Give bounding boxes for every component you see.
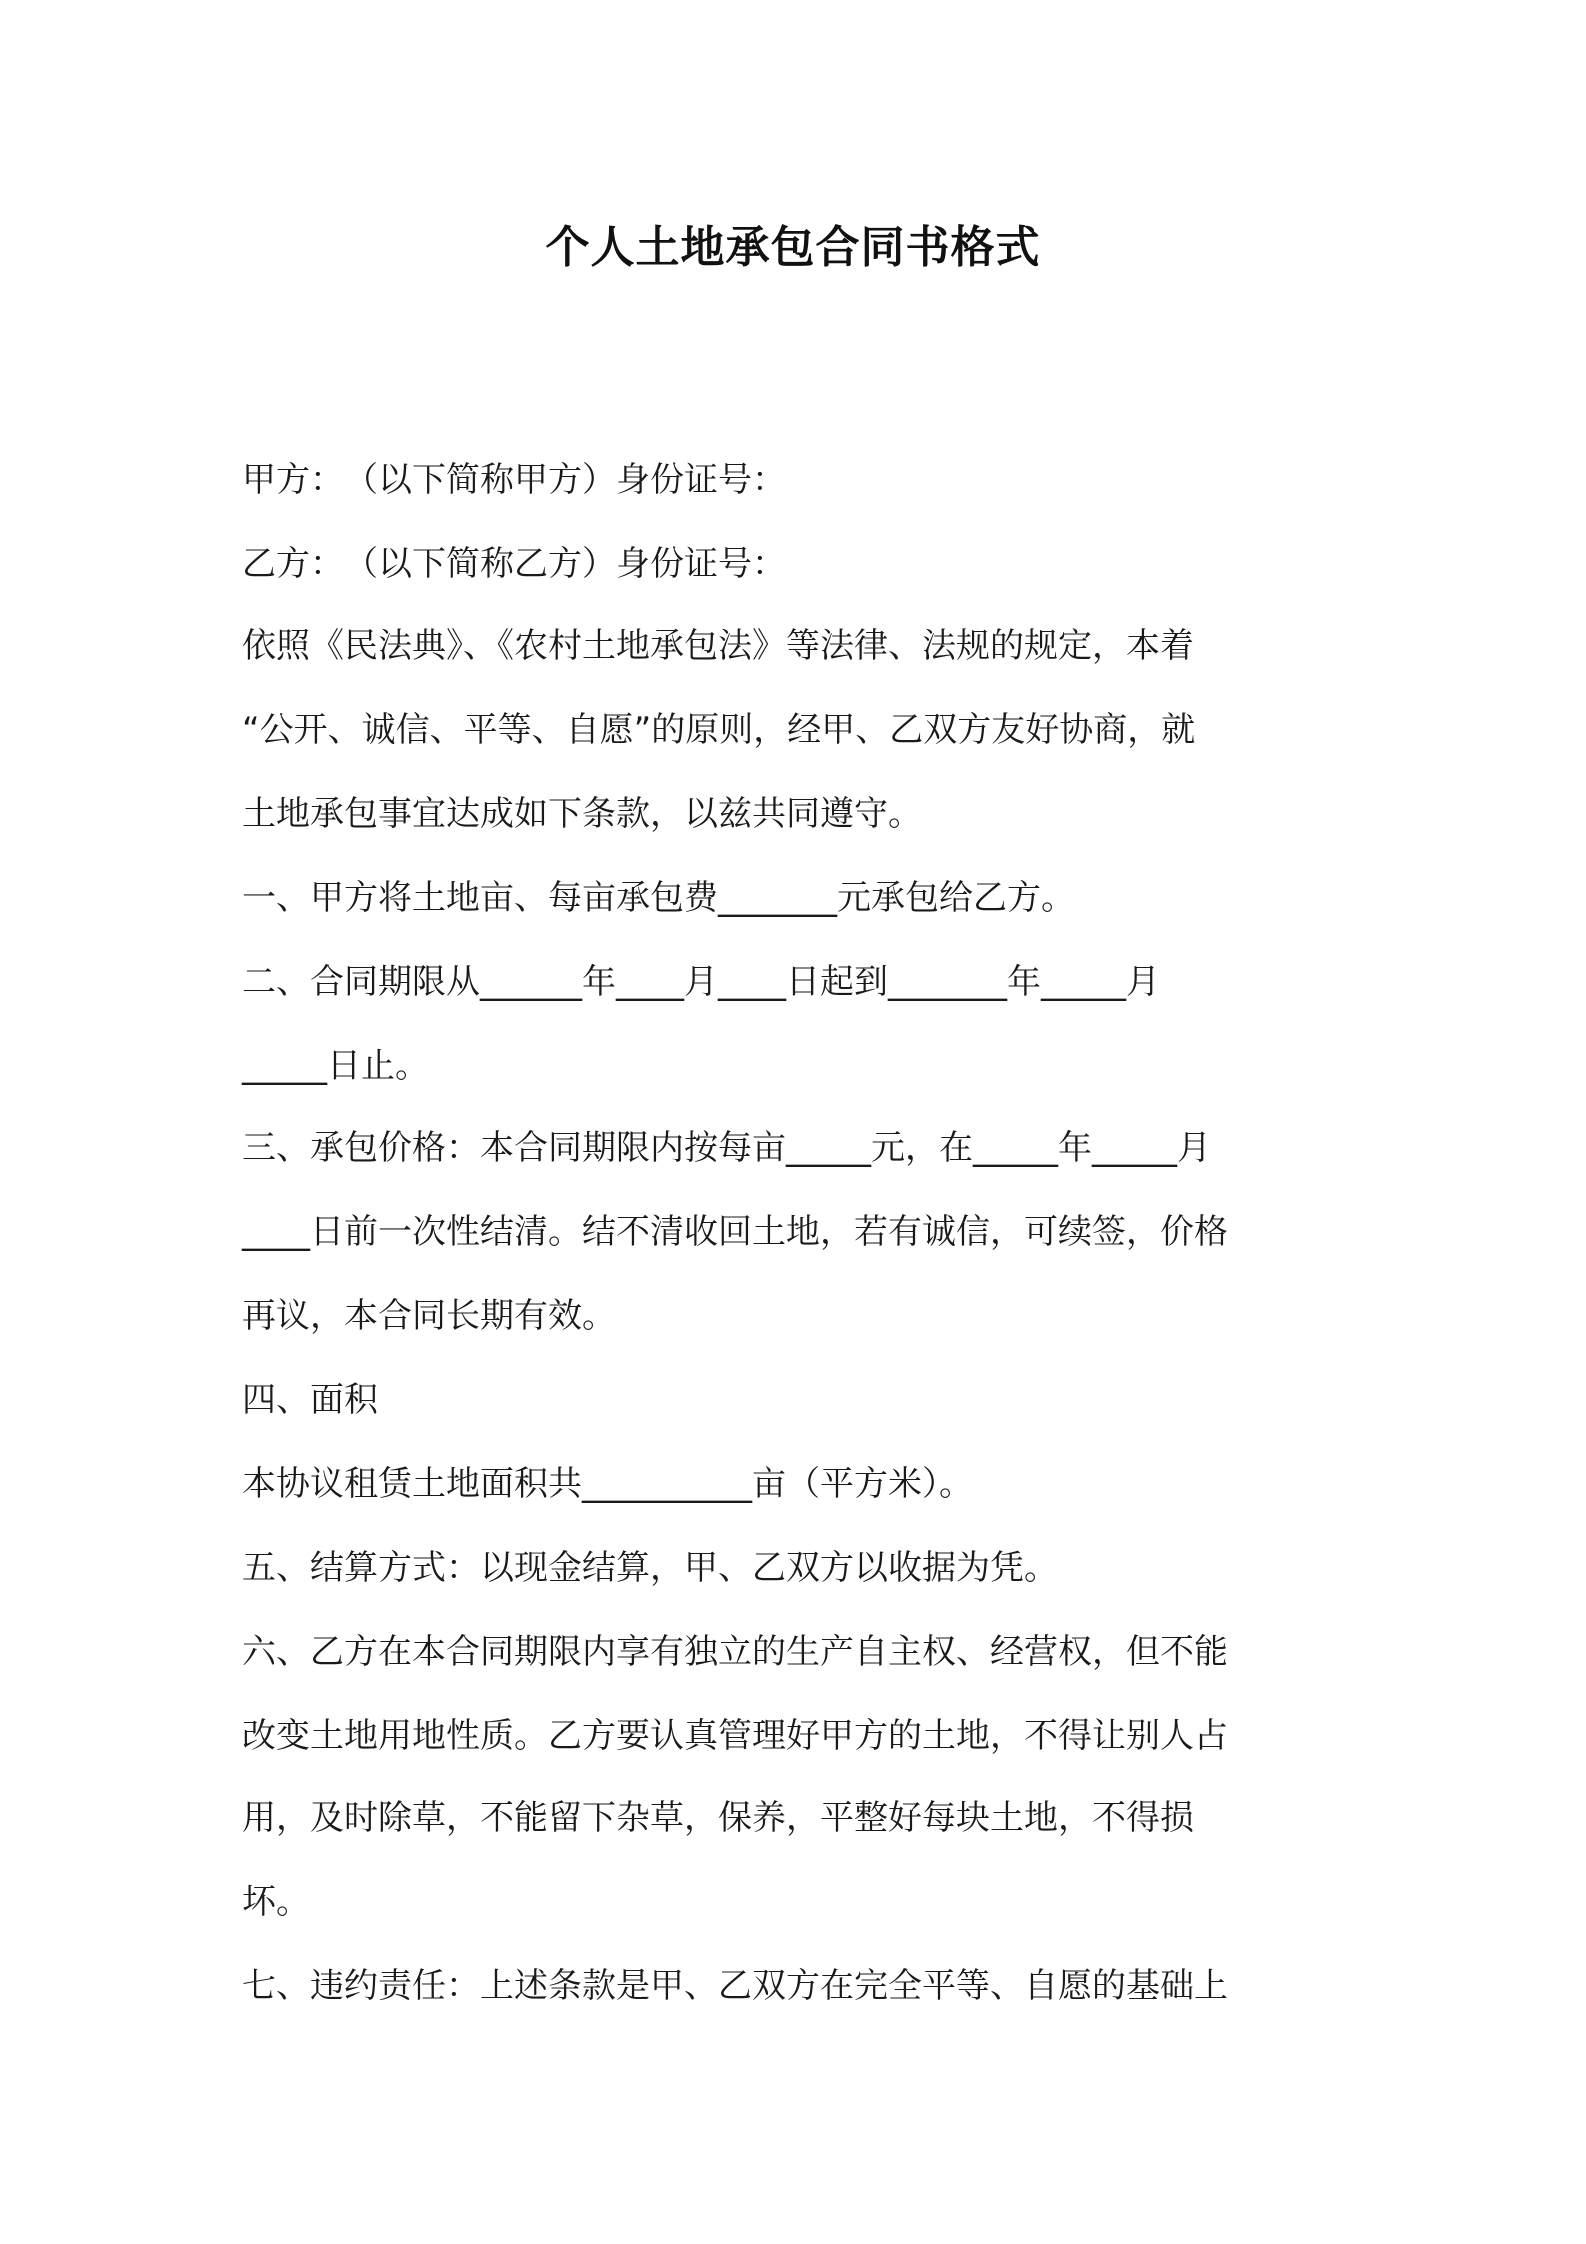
clause-5-line: 五、结算方式：以现金结算，甲、乙双方以收据为凭。 (242, 1548, 1058, 1588)
clause-6-line-3: 用，及时除草，不能留下杂草，保养，平整好每块土地，不得损 (242, 1798, 1194, 1838)
preamble-line-3: 土地承包事宜达成如下条款，以兹共同遵守。 (242, 794, 922, 834)
clause-3-line-3: 再议，本合同长期有效。 (242, 1296, 616, 1336)
preamble-line-1: 依照《民法典》、《农村土地承包法》等法律、法规的规定，本着 (242, 626, 1194, 666)
clause-6-line-4: 坏。 (242, 1882, 310, 1922)
party-b-line (242, 540, 1352, 588)
clause-6-line-2: 改变土地用地性质。乙方要认真管理好甲方的土地，不得让别人占 (242, 1716, 1228, 1756)
preamble-line-2: “公开、诚信、平等、自愿”的原则，经甲、乙双方友好协商，就 (242, 710, 1196, 750)
party-a-note: （以下简称甲方）身份证号： (344, 460, 786, 500)
clause-6-line-1: 六、乙方在本合同期限内享有独立的生产自主权、经营权，但不能 (242, 1632, 1228, 1672)
document-title: 个人土地承包合同书格式 (545, 222, 1041, 273)
clause-3-line-1: 三、承包价格：本合同期限内按每亩_____元，在_____年_____月 (242, 1128, 1211, 1168)
clause-3-line-2: ____日前一次性结清。结不清收回土地，若有诚信，可续签，价格 (242, 1212, 1228, 1252)
clause-1-line: 一、甲方将土地亩、每亩承包费_______元承包给乙方。 (242, 878, 1075, 918)
clause-4-line: 本协议租赁土地面积共__________亩（平方米）。 (242, 1464, 973, 1504)
clause-2-line-2: _____日止。 (242, 1046, 429, 1086)
clause-7-line-1: 七、违约责任：上述条款是甲、乙双方在完全平等、自愿的基础上 (242, 1966, 1228, 2006)
party-a-line (242, 456, 1352, 504)
clause-2-line-1: 二、合同期限从______年____月____日起到_______年_____月 (242, 962, 1160, 1002)
party-b-note: （以下简称乙方）身份证号： (344, 544, 786, 584)
party-b-label: 乙方： (242, 544, 344, 584)
party-a-label: 甲方： (242, 460, 344, 500)
clause-4-heading: 四、面积 (242, 1380, 378, 1420)
